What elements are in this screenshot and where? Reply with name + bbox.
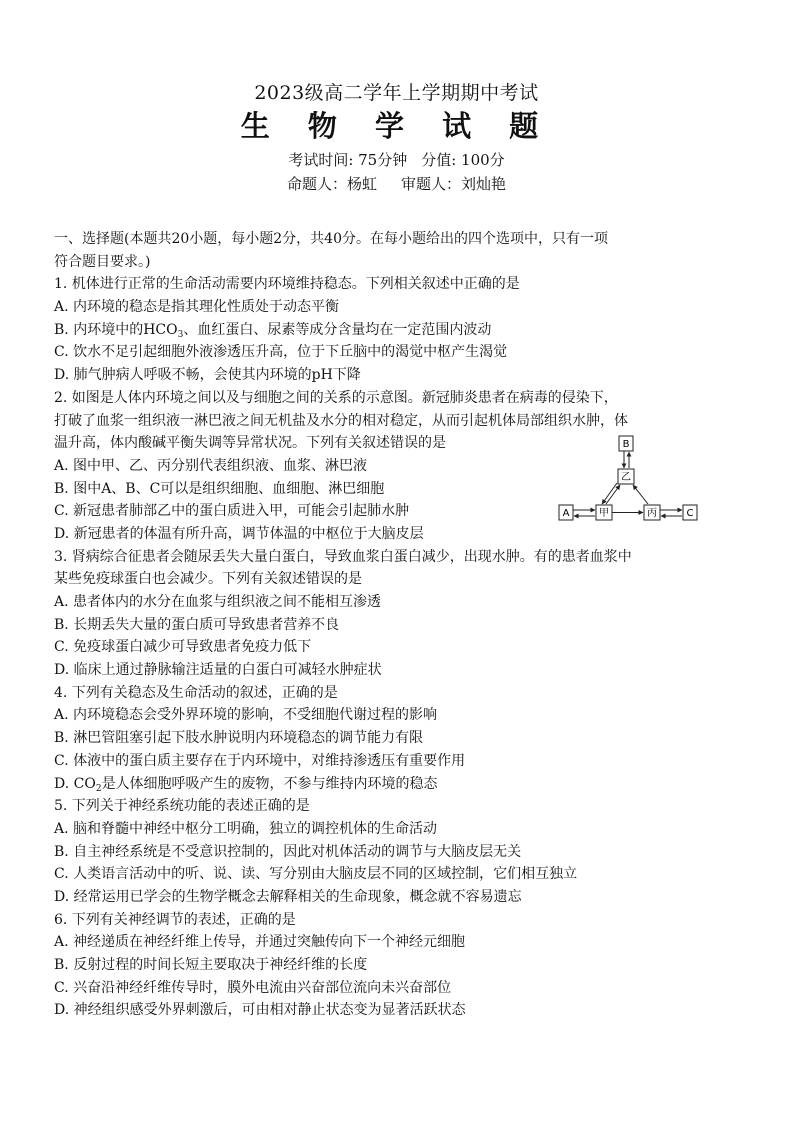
exam-meta-time-score <box>0 149 793 170</box>
q6-option-d: D. 神经组织感受外界刺激后，可由相对静止状态变为显著活跃状态 <box>54 1002 466 1019</box>
q5-option-c: C. 人类语言活动中的听、说、读、写分别由大脑皮层不同的区域控制，它们相互独立 <box>54 866 578 883</box>
q2-option-b: B. 图中A、B、C可以是组织细胞、血细胞、淋巴细胞 <box>54 480 385 497</box>
q2-option-c: C. 新冠患者肺部乙中的蛋白质进入甲，可能会引起肺水肿 <box>54 503 410 520</box>
q1-option-b <box>54 319 754 342</box>
q2-stem-line2: 打破了血浆一组织液一淋巴液之间无机盐及水分的相对稳定，从而引起机体局部组织水肿，体 <box>54 412 628 429</box>
subject-title: 生 物 学 试 题 <box>240 109 553 143</box>
q2-option-d: D. 新冠患者的体温有所升高，调节体温的中枢位于大脑皮层 <box>54 525 424 542</box>
exam-meta-authors <box>0 173 793 194</box>
q1-option-a: A. 内环境的稳态是指其理化性质处于动态平衡 <box>54 299 340 316</box>
q2-stem-line1: 2. 如图是人体内环境之间以及与细胞之间的关系的示意图。新冠肺炎患者在病毒的侵染下， <box>54 389 618 406</box>
exam-author: 命题人：杨虹 <box>286 175 377 193</box>
q4-option-c: C. 体液中的蛋白质主要存在于内环境中，对维持渗透压有重要作用 <box>54 752 466 769</box>
diagram-label-yi: 乙 <box>621 472 631 483</box>
section-heading-line1: 一、选择题(本题共20小题，每小题2分，共40分。在每小题给出的四个选项中，只有一项 <box>54 231 608 247</box>
q3-stem-line1: 3. 肾病综合征患者会随尿丢失大量白蛋白，导致血浆白蛋白减少，出现水肿。有的患者血浆中 <box>54 548 632 565</box>
q2-stem-line3: 温升高，体内酸碱平衡失调等异常状况。下列有关叙述错误的是 <box>54 435 446 452</box>
q4-option-b: B. 淋巴管阻塞引起下肢水肿说明内环境稳态的调节能力有限 <box>54 730 424 747</box>
q5-option-a: A. 脑和脊髓中神经中枢分工明确，独立的调控机体的生命活动 <box>54 820 438 837</box>
q4-option-a: A. 内环境稳态会受外界环境的影响，不受细胞代谢过程的影响 <box>54 707 438 724</box>
exam-reviewer: 审题人：刘灿艳 <box>401 175 507 193</box>
exam-score: 分值: 100分 <box>421 151 505 169</box>
q2-option-a: A. 图中甲、乙、丙分别代表组织液、血浆、淋巴液 <box>54 457 368 474</box>
q1-option-b-sub: 3 <box>177 329 184 340</box>
q5-option-b: B. 自主神经系统是不受意识控制的，因此对机体活动的调节与大脑皮层无关 <box>54 843 522 860</box>
q6-option-a: A. 神经递质在神经纤维上传导，并通过突触传向下一个神经元细胞 <box>54 934 466 951</box>
q1-option-d: D. 肺气肿病人呼吸不畅，会使其内环境的pH下降 <box>54 367 361 384</box>
arrow-bing-to-yi <box>633 485 648 504</box>
q1-option-c: C. 饮水不足引起细胞外液渗透压升高，位于下丘脑中的渴觉中枢产生渴觉 <box>54 344 508 361</box>
question-body <box>54 228 754 1022</box>
q5-option-d: D. 经常运用已学会的生物学概念去解释相关的生命现象，概念就不容易遗忘 <box>54 888 522 905</box>
exam-title: 2023级高二学年上学期期中考试 <box>254 82 539 104</box>
q4-option-d-sub: 2 <box>95 783 102 794</box>
q6-option-c: C. 兴奋沿神经纤维传导时，膜外电流由兴奋部位流向未兴奋部位 <box>54 979 452 996</box>
q4-option-d <box>54 773 754 796</box>
exam-time: 考试时间: 75分钟 <box>288 151 408 169</box>
diagram-label-bing: 丙 <box>647 508 657 519</box>
q1-option-b-post: 、血红蛋白、尿素等成分含量均在一定范围内波动 <box>183 321 492 338</box>
q4-option-d-pre: D. CO <box>54 775 96 792</box>
q4-option-d-post: 是人体细胞呼吸产生的废物，不参与维持内环境的稳态 <box>101 775 438 792</box>
body-fluid-diagram <box>556 434 706 526</box>
q1-option-b-pre: B. 内环境中的HCO <box>54 321 178 338</box>
q3-stem-line2: 某些免疫球蛋白也会减少。下列有关叙述错误的是 <box>54 571 362 588</box>
q3-option-d: D. 临床上通过静脉输注适量的白蛋白可减轻水肿症状 <box>54 662 382 679</box>
q1-stem: 1. 机体进行正常的生命活动需要内环境维持稳态。下列相关叙述中正确的是 <box>54 276 520 293</box>
q3-option-b: B. 长期丢失大量的蛋白质可导致患者营养不良 <box>54 616 340 633</box>
section-heading-line2: 符合题目要求。) <box>54 253 151 270</box>
diagram-label-jia: 甲 <box>599 508 609 519</box>
q5-stem: 5. 下列关于神经系统功能的表述正确的是 <box>54 798 310 815</box>
q6-option-b: B. 反射过程的时间长短主要取决于神经纤维的长度 <box>54 957 368 973</box>
q3-option-a: A. 患者体内的水分在血浆与组织液之间不能相互渗透 <box>54 594 382 610</box>
diagram-label-b: B <box>622 439 630 450</box>
q4-stem: 4. 下列有关稳态及生命活动的叙述，正确的是 <box>54 684 338 701</box>
diagram-label-a: A <box>562 508 570 519</box>
q3-option-c: C. 免疫球蛋白减少可导致患者免疫力低下 <box>54 639 312 656</box>
q6-stem: 6. 下列有关神经调节的表述，正确的是 <box>54 911 296 928</box>
diagram-label-c: C <box>686 508 694 519</box>
arrow-yi-to-jia <box>602 483 617 504</box>
